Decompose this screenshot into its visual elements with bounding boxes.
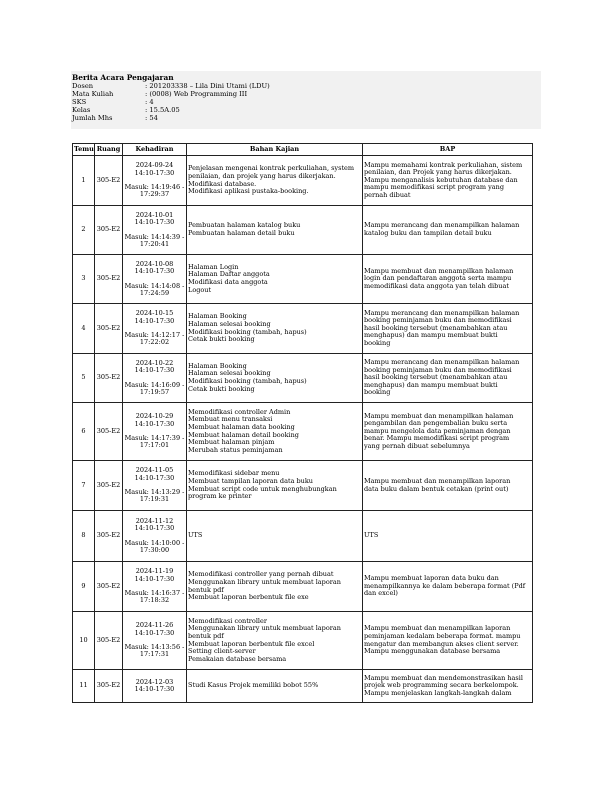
attendance-in: Masuk: 14:16:09 - [124, 380, 185, 389]
table-row [73, 612, 533, 670]
bap-line: memodifikasi data anggota yan telah dibuat [364, 281, 509, 290]
table-row [73, 255, 533, 304]
bap-line: booking peminjaman buku dan memodifikasi [364, 365, 512, 374]
session-date: 2024-11-26 [135, 621, 174, 630]
cell-temu: 11 [73, 670, 95, 703]
table-header-row [73, 144, 533, 156]
info-label: Mata Kuliah [72, 90, 114, 98]
cell-bahan-kajian [187, 511, 363, 562]
cell-temu: 2 [73, 206, 95, 255]
bahan-line: Halaman Booking [188, 361, 247, 370]
bahan-line: UTS [188, 531, 203, 540]
session-time: 14:10-17:30 [134, 574, 175, 583]
bap-line: booking [364, 338, 391, 347]
column-header-kehadiran: Kehadiran [123, 144, 187, 156]
bahan-line: Modifikasi data anggota [188, 278, 268, 286]
bap-line: projek web programming secara berkelompok. [364, 681, 519, 690]
table-row [73, 562, 533, 612]
cell-temu: 9 [73, 562, 95, 612]
session-time: 14:10-17:30 [134, 524, 175, 533]
session-date: 2024-12-03 [135, 677, 174, 686]
session-time: 14:10-17:30 [134, 267, 175, 276]
cell-temu: 10 [73, 612, 95, 670]
bahan-line: Menggunakan library untuk membuat laporan [188, 577, 341, 586]
table-row [73, 670, 533, 703]
bahan-line: Membuat menu transaksi [188, 415, 273, 424]
bahan-line: Halaman Daftar anggota [188, 270, 270, 279]
cell-kehadiran [123, 206, 187, 255]
bap-line: login dan pendaftaran anggota serta mampu [364, 274, 512, 283]
table-row [73, 354, 533, 403]
bahan-line: Studi Kasus Projek memiliki bobot 55% [188, 681, 319, 690]
document-title: Berita Acara Pengajaran [72, 73, 174, 82]
bap-line: penilaian, dan Projek yang harus dikerjakan. [364, 168, 512, 177]
bahan-line: Halaman selesai booking [188, 319, 271, 328]
bap-line: Mampu memahami kontrak perkuliahan, sistem [364, 160, 523, 169]
cell-temu: 5 [73, 354, 95, 403]
cell-kehadiran [123, 562, 187, 612]
cell-ruang: 305-E2 [95, 562, 123, 612]
cell-bahan-kajian [187, 403, 363, 461]
attendance-in: Masuk: 14:14:08 - [124, 281, 185, 290]
bap-line: dan excel) [364, 589, 398, 598]
cell-ruang: 305-E2 [95, 304, 123, 354]
bahan-line: Cetak bukti booking [188, 384, 255, 393]
cell-bahan-kajian [187, 354, 363, 403]
session-date: 2024-10-01 [135, 210, 174, 219]
cell-bap [363, 206, 533, 255]
cell-bap [363, 255, 533, 304]
cell-ruang: 305-E2 [95, 612, 123, 670]
cell-ruang: 305-E2 [95, 354, 123, 403]
session-time: 14:10-17:30 [134, 473, 175, 482]
bap-line: Mampu menjelaskan langkah-langkah dalam [364, 688, 512, 697]
info-row-jumlah-mhs [72, 114, 158, 122]
cell-ruang: 305-E2 [95, 206, 123, 255]
cell-bap [363, 612, 533, 670]
cell-bap [363, 461, 533, 511]
bap-line: Mampu merancang dan menampilkan halaman [364, 358, 520, 367]
bap-line: Mampu merancang dan menampilkan halaman [364, 221, 520, 230]
cell-temu: 1 [73, 156, 95, 206]
cell-temu: 6 [73, 403, 95, 461]
attendance-in: Masuk: 14:17:39 - [124, 434, 185, 442]
bahan-line: Membuat script code untuk menghubungkan [188, 484, 337, 493]
session-time: 14:10-17:30 [134, 419, 175, 428]
session-date: 2024-10-22 [135, 358, 174, 367]
cell-bap [363, 304, 533, 354]
bap-line: pengambilan dan pengembalian buku serta [364, 419, 508, 428]
bahan-line: Setting client-server [188, 647, 256, 656]
bap-line: peminjaman kedalam beberapa format. mampu [364, 631, 521, 640]
bahan-line: Pembuatan halaman detail buku [188, 229, 295, 237]
cell-temu: 7 [73, 461, 95, 511]
session-time: 14:10-17:30 [134, 168, 175, 177]
info-row-sks [72, 98, 154, 106]
cell-kehadiran [123, 461, 187, 511]
bap-line: Mampu menggunakan database bersama [364, 647, 501, 656]
bap-line: data buku dalam bentuk cetakan (print out) [364, 484, 509, 493]
bahan-line: Memodifikasi sidebar menu [188, 469, 280, 478]
cell-temu: 8 [73, 511, 95, 562]
info-row-mata-kuliah [72, 90, 247, 98]
attendance-in: Masuk: 14:19:46 - [124, 183, 185, 191]
bap-line: menghapus) dan mampu membuat bukti [364, 380, 498, 389]
cell-bap [363, 511, 533, 562]
table-row [73, 461, 533, 511]
cell-bap [363, 562, 533, 612]
attendance-in: Masuk: 14:16:37 - [124, 589, 185, 597]
attendance-in: Masuk: 14:13:56 - [124, 643, 185, 651]
session-date: 2024-10-29 [135, 412, 174, 421]
table-row [73, 403, 533, 461]
cell-kehadiran [123, 255, 187, 304]
bap-line: Mampu membuat dan mendemonstrasikan hasil [364, 673, 523, 682]
bap-line: booking [364, 388, 391, 397]
cell-kehadiran [123, 156, 187, 206]
bahan-line: program ke printer [188, 492, 252, 501]
cell-temu: 4 [73, 304, 95, 354]
cell-bap [363, 354, 533, 403]
bap-line: mampu memodifikasi script program yang [364, 183, 505, 192]
attendance-out: 17:22:02 [139, 338, 170, 347]
session-date: 2024-11-19 [135, 567, 174, 576]
bahan-line: Membuat tampilan laporan data buku [188, 476, 313, 485]
cell-bap [363, 670, 533, 703]
cell-ruang: 305-E2 [95, 403, 123, 461]
bap-line: Mampu menganalisis kebutuhan database dan [364, 175, 518, 184]
column-header-temu: Temu [73, 144, 95, 156]
bahan-line: Membuat laporan berbentuk file exe [188, 593, 309, 602]
bap-line: hasil booking tersebut (menambahkan atau [364, 373, 508, 382]
course-info-block [71, 71, 541, 129]
cell-bahan-kajian [187, 461, 363, 511]
bap-line: Mampu membuat dan menampilkan laporan [364, 624, 511, 633]
bahan-line: Modifikasi booking (tambah, hapus) [188, 327, 307, 336]
session-date: 2024-11-05 [135, 466, 174, 475]
attendance-in: Masuk: 14:10:00 - [124, 538, 185, 547]
teaching-record-table [72, 143, 533, 703]
bahan-line: Modifikasi aplikasi pustaka-booking. [188, 187, 309, 196]
bahan-line: Cetak bukti booking [188, 335, 255, 344]
session-date: 2024-11-12 [135, 516, 174, 525]
cell-bahan-kajian [187, 612, 363, 670]
info-value: : 15.5A.05 [145, 106, 180, 114]
cell-bahan-kajian [187, 156, 363, 206]
table-row [73, 511, 533, 562]
attendance-out: 17:17:01 [139, 441, 170, 450]
table-row [73, 206, 533, 255]
cell-kehadiran [123, 612, 187, 670]
bahan-line: Menggunakan library untuk membuat laporan [188, 624, 341, 633]
bahan-line: Membuat halaman detail booking [188, 430, 299, 439]
attendance-out: 17:20:41 [139, 239, 170, 248]
attendance-in: Masuk: 14:13:29 - [124, 488, 185, 496]
bap-line: pernah dibuat [364, 190, 411, 199]
bap-line: booking peminjaman buku dan memodifikasi [364, 316, 512, 325]
bahan-line: bentuk pdf [188, 585, 224, 594]
cell-kehadiran [123, 511, 187, 562]
session-time: 14:10-17:30 [134, 366, 175, 375]
bahan-line: bentuk pdf [188, 631, 224, 640]
attendance-out: 17:19:31 [139, 495, 170, 504]
cell-ruang: 305-E2 [95, 461, 123, 511]
bahan-line: Penjelasan mengenai kontrak perkuliahan, system [188, 164, 355, 173]
attendance-out: 17:29:37 [139, 190, 170, 199]
bahan-line: Memodifikasi controller [188, 616, 267, 625]
cell-ruang: 305-E2 [95, 156, 123, 206]
session-date: 2024-10-15 [135, 309, 174, 318]
info-value: : (0008) Web Programming III [145, 90, 248, 98]
bap-line: Mampu membuat laporan data buku dan [364, 574, 499, 583]
cell-ruang: 305-E2 [95, 511, 123, 562]
info-row-kelas [72, 106, 180, 114]
cell-kehadiran [123, 304, 187, 354]
column-header-bahan-kajian: Bahan Kajian [187, 144, 363, 156]
session-time: 14:10-17:30 [134, 628, 175, 637]
bap-line: Mampu merancang dan menampilkan halaman [364, 308, 520, 317]
session-time: 14:10-17:30 [134, 218, 175, 227]
session-time: 14:10-17:30 [134, 685, 175, 693]
cell-bahan-kajian [187, 304, 363, 354]
bap-line: Mampu membuat dan menampilkan laporan [364, 476, 511, 485]
cell-kehadiran [123, 354, 187, 403]
attendance-out: 17:24:59 [139, 288, 170, 297]
cell-ruang: 305-E2 [95, 670, 123, 703]
info-row-dosen [72, 82, 270, 90]
bahan-line: penilaian, dan projek yang harus dikerjakan. [188, 171, 336, 180]
bahan-line: Modifikasi booking (tambah, hapus) [188, 377, 307, 385]
cell-bahan-kajian [187, 206, 363, 255]
bahan-line: Logout [188, 285, 212, 294]
table-row [73, 156, 533, 206]
bahan-line: Modifikasi database. [188, 179, 257, 188]
cell-temu: 3 [73, 255, 95, 304]
bahan-line: Membuat halaman data booking [188, 422, 295, 431]
attendance-out: 17:30:00 [139, 545, 170, 554]
cell-bap [363, 156, 533, 206]
cell-kehadiran [123, 670, 187, 703]
bahan-line: Pembuatan halaman katalog buku [188, 221, 301, 230]
bap-line: yang pernah dibuat sebelumnya [364, 441, 470, 450]
bap-line: Mampu membuat dan menampilkan halaman [364, 266, 514, 275]
bahan-line: Memodifikasi controller Admin [188, 407, 291, 416]
bap-line: menampilkannya ke dalam beberapa format (Pdf [364, 581, 526, 590]
info-value: : 4 [145, 98, 154, 106]
attendance-in: Masuk: 14:12:17 - [124, 331, 185, 339]
bahan-line: Halaman selesai booking [188, 369, 271, 378]
session-date: 2024-09-24 [135, 161, 174, 170]
bahan-line: Merubah status peminjaman [188, 445, 283, 454]
cell-bap [363, 403, 533, 461]
attendance-in: Masuk: 14:14:39 - [124, 232, 185, 241]
bahan-line: Halaman Login [188, 262, 239, 271]
info-label: Jumlah Mhs [72, 114, 113, 122]
bap-line: hasil booking tersebut (menambahkan atau [364, 323, 508, 332]
info-label: Dosen [72, 82, 94, 90]
bap-line: UTS [364, 531, 379, 540]
bap-line: mengatur dan membangun akses client server. [364, 639, 519, 648]
table-body [73, 156, 533, 703]
cell-bahan-kajian [187, 255, 363, 304]
attendance-out: 17:18:32 [139, 596, 170, 605]
info-label: Kelas [72, 106, 91, 114]
attendance-out: 17:19:57 [139, 387, 170, 396]
table-row [73, 304, 533, 354]
cell-kehadiran [123, 403, 187, 461]
bap-line: katalog buku dan tampilan detail buku [364, 229, 492, 237]
bap-line: Mampu membuat dan menampilkan halaman [364, 411, 514, 420]
cell-bahan-kajian [187, 670, 363, 703]
attendance-out: 17:17:31 [139, 650, 170, 659]
bahan-line: Memodifikasi controller yang pernah dibuat [188, 570, 334, 579]
bahan-line: Halaman Booking [188, 312, 247, 321]
bap-line: menghapus) dan mampu membuat bukti [364, 331, 498, 340]
column-header-bap: BAP [363, 144, 533, 156]
cell-ruang: 305-E2 [95, 255, 123, 304]
cell-bahan-kajian [187, 562, 363, 612]
bahan-line: Membuat halaman pinjam [188, 438, 275, 447]
bap-line: mampu mengelola data peminjaman dengan [364, 426, 511, 435]
column-header-ruang: Ruang [95, 144, 123, 156]
info-value: : 201203338 – Lila Dini Utami (LDU) [145, 82, 270, 90]
session-date: 2024-10-08 [135, 259, 174, 268]
bahan-line: Pemakaian database bersama [188, 654, 287, 663]
info-value: : 54 [145, 114, 158, 122]
bap-line: benar. Mampu memodifikasi script program [364, 434, 510, 443]
session-time: 14:10-17:30 [134, 316, 175, 325]
info-label: SKS [72, 98, 87, 106]
bahan-line: Membuat laporan berbentuk file excel [188, 639, 315, 648]
